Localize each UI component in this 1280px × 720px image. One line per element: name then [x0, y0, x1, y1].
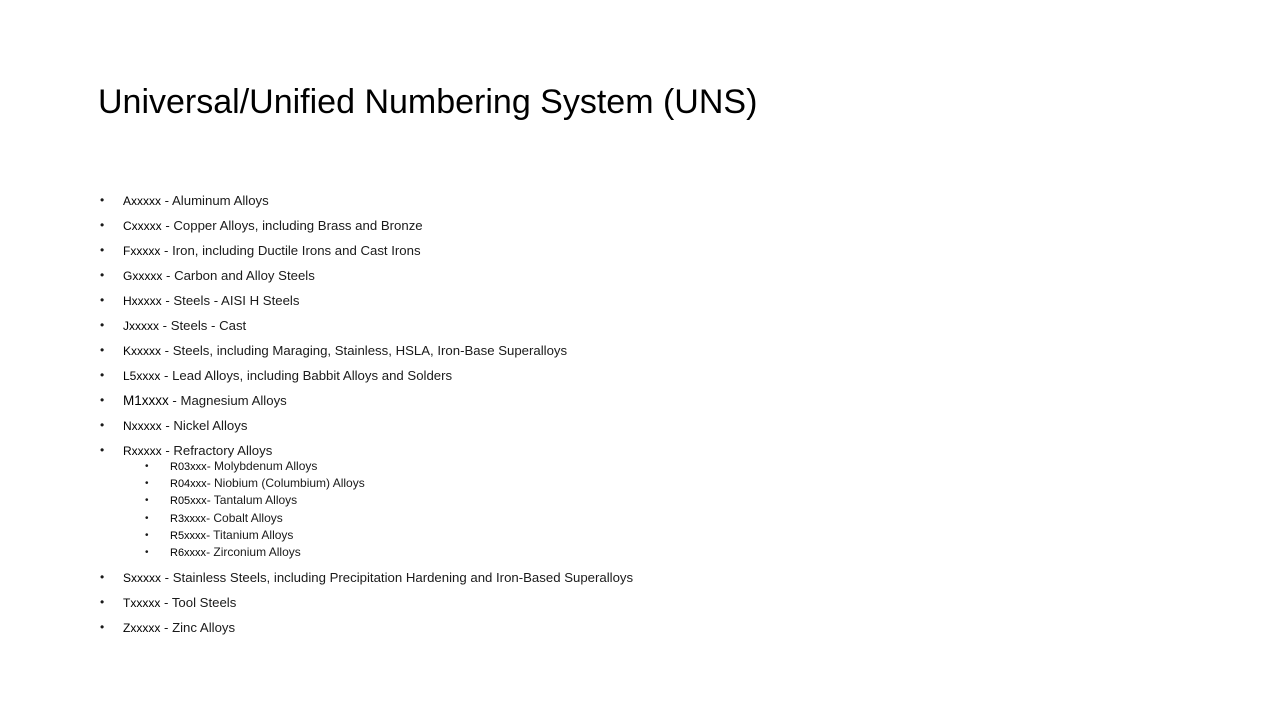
bullet-icon: •: [145, 512, 149, 524]
uns-code: M1xxxx: [123, 393, 169, 408]
bullet-icon: •: [145, 529, 149, 541]
bullet-icon: •: [145, 495, 149, 507]
list-item-carbon-alloy-steels: [100, 263, 633, 288]
sub-item-cobalt: [100, 510, 633, 527]
uns-code: Cxxxxx: [123, 219, 162, 233]
bullet-icon: •: [100, 393, 105, 407]
list-item-nickel: [100, 413, 633, 438]
sub-item-niobium: [100, 475, 633, 492]
uns-code: Hxxxxx: [123, 294, 162, 308]
uns-code: Zxxxxx: [123, 621, 161, 636]
uns-code: Nxxxxx: [123, 419, 162, 433]
bullet-icon: •: [100, 368, 105, 382]
slide-title: Universal/Unified Numbering System (UNS): [98, 83, 758, 121]
uns-code: R6xxxx: [170, 546, 207, 559]
list-item-tool-steels: [100, 590, 633, 615]
bullet-icon: •: [100, 443, 105, 457]
bullet-icon: •: [100, 318, 105, 332]
sub-item-zirconium: [100, 544, 633, 561]
uns-description: - Iron, including Ductile Irons and Cast Irons: [160, 243, 421, 258]
uns-description: - Molybdenum Alloys: [206, 459, 318, 473]
uns-description: - Niobium (Columbium) Alloys: [206, 476, 365, 491]
bullet-icon: •: [100, 218, 105, 232]
list-item-aluminum: [100, 188, 633, 213]
bullet-icon: •: [100, 595, 105, 610]
bullet-icon: •: [100, 343, 105, 357]
uns-description: - Stainless Steels, including Precipitation Hardening and Iron-Based Superalloys: [161, 570, 634, 586]
bullet-icon: •: [100, 243, 105, 257]
uns-description: - Steels - AISI H Steels: [161, 293, 300, 308]
uns-code: Sxxxxx: [123, 571, 162, 586]
uns-code: R04xxx: [170, 478, 207, 491]
uns-code: Fxxxxx: [123, 244, 161, 258]
uns-list: [100, 188, 633, 640]
uns-code: R05xxx: [170, 495, 207, 508]
uns-description: - Zinc Alloys: [160, 620, 236, 636]
uns-code: R3xxxx: [170, 512, 207, 525]
uns-description: - Steels - Cast: [159, 318, 247, 333]
list-item-h-steels: [100, 288, 633, 313]
uns-description: - Lead Alloys, including Babbit Alloys and Solders: [160, 368, 453, 383]
uns-code: R03xxx: [170, 461, 207, 473]
sub-item-tantalum: [100, 492, 633, 509]
list-item-magnesium: [100, 388, 633, 413]
uns-code: Jxxxxx: [123, 319, 159, 333]
uns-code: L5xxxx: [123, 369, 161, 383]
uns-description: - Magnesium Alloys: [168, 393, 287, 408]
sub-item-titanium: [100, 527, 633, 544]
sub-item-molybdenum: [100, 458, 633, 475]
uns-description: - Steels, including Maraging, Stainless, HSLA, Iron-Base Superalloys: [161, 343, 568, 358]
list-item-iron: [100, 238, 633, 263]
uns-description: - Tantalum Alloys: [206, 493, 298, 508]
bullet-icon: •: [100, 193, 105, 207]
bullet-icon: •: [100, 620, 105, 635]
uns-description: - Zirconium Alloys: [206, 544, 301, 559]
uns-description: - Nickel Alloys: [161, 418, 248, 433]
uns-code: R5xxxx: [170, 529, 207, 542]
uns-description: - Cobalt Alloys: [206, 510, 283, 525]
uns-description: - Aluminum Alloys: [161, 193, 269, 208]
list-item-stainless: [100, 565, 633, 590]
list-item-zinc: [100, 615, 633, 640]
bullet-icon: •: [100, 268, 105, 282]
uns-code: Kxxxxx: [123, 344, 162, 358]
refractory-sublist: [100, 458, 633, 561]
uns-description: - Copper Alloys, including Brass and Bronze: [161, 218, 423, 233]
uns-code: Gxxxxx: [123, 269, 163, 283]
bullet-icon: •: [145, 546, 149, 558]
uns-description: - Tool Steels: [160, 595, 237, 611]
list-item-lead: [100, 363, 633, 388]
uns-description: - Carbon and Alloy Steels: [162, 268, 315, 283]
uns-description: - Refractory Alloys: [161, 443, 273, 458]
uns-code: Rxxxxx: [123, 444, 162, 458]
list-item-cast-steels: [100, 313, 633, 338]
bullet-icon: •: [100, 418, 105, 432]
bullet-icon: •: [145, 461, 149, 472]
bullet-icon: •: [100, 293, 105, 307]
list-item-k-steels: [100, 338, 633, 363]
uns-description: - Titanium Alloys: [206, 527, 294, 542]
uns-code: Axxxxx: [123, 194, 162, 208]
bullet-icon: •: [100, 570, 105, 585]
list-item-copper: [100, 213, 633, 238]
bullet-icon: •: [145, 478, 149, 490]
uns-code: Txxxxx: [123, 596, 161, 611]
